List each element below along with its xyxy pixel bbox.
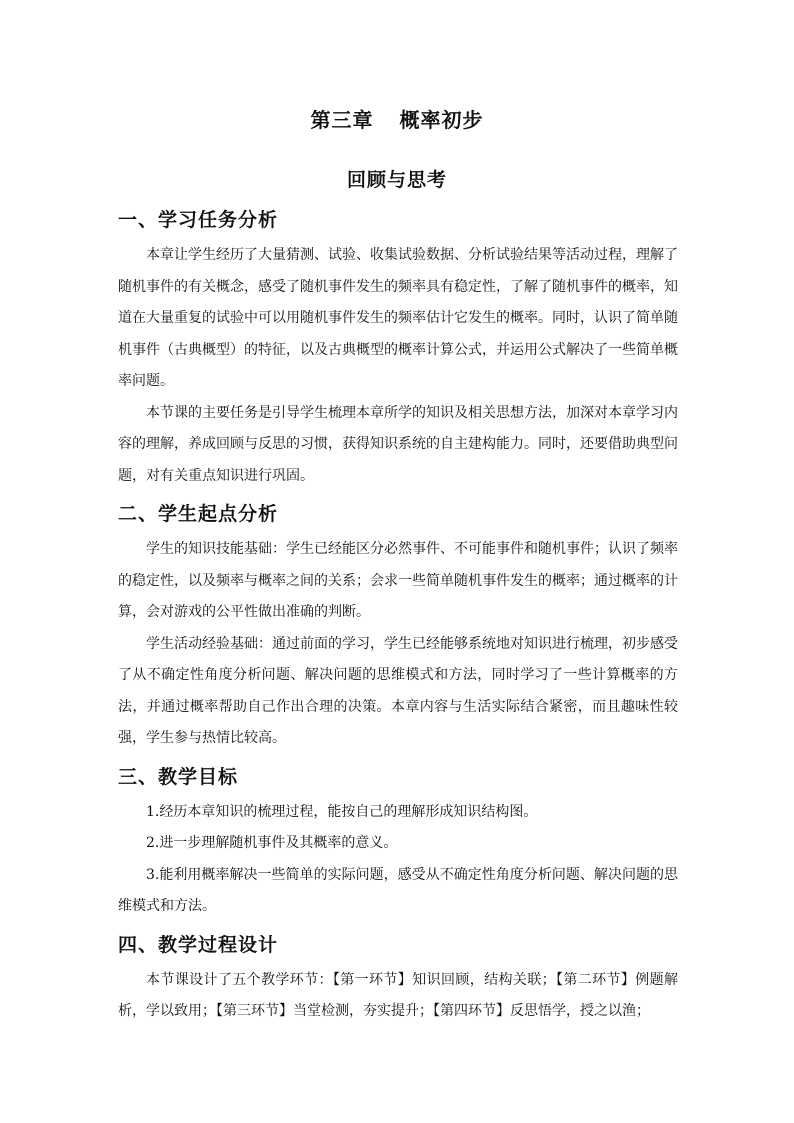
paragraph: 本节课设计了五个教学环节：【第一环节】知识回顾，结构关联；【第二环节】例题解析，学以致用；【第三环节】当堂检测，夯实提升；【第四环节】反思悟学，授之以渔； — [118, 971, 678, 1019]
chapter-number: 第三章 — [310, 108, 374, 132]
paragraph: 本章让学生经历了大量猜测、试验、收集试验数据、分析试验结果等活动过程，理解了随机事件的有关概念，感受了随机事件发生的频率具有稳定性，了解了随机事件的概率，知道在大量重复的试验中可以用随机事件发生的频率估计它发生的概率。同时，认识了简单随机事件（古典概型）的特征，以及古典概型的概率计算公式，并运用公式解决了一些简单概率问题。 — [118, 247, 678, 389]
lesson-title: 回顾与思考 — [346, 169, 447, 191]
goal-item: 1.经历本章知识的梳理过程，能按自己的理解形成知识结构图。 — [146, 803, 538, 820]
paragraph: 学生的知识技能基础：学生已经能区分必然事件、不可能事件和随机事件；认识了频率的稳定性，以及频率与概率之间的关系；会求一些简单随机事件发生的概率；通过概率的计算，会对游戏的公平性做出准确的判断。 — [118, 541, 678, 620]
document-body — [118, 206, 678, 1028]
paragraph: 学生活动经验基础：通过前面的学习，学生已经能够系统地对知识进行梳理，初步感受了从不确定性角度分析问题、解决问题的思维模式和方法，同时学习了一些计算概率的方法，并通过概率帮助自己作出合理的决策。本章内容与生活实际结合紧密，而且趣味性较强，学生参与热情比较高。 — [118, 635, 678, 746]
chapter-name: 概率初步 — [399, 108, 484, 132]
paragraph: 本节课的主要任务是引导学生梳理本章所学的知识及相关思想方法，加深对本章学习内容的理解，养成回顾与反思的习惯，获得知识系统的自主建构能力。同时，还要借助典型问题，对有关重点知识进行巩固。 — [118, 404, 678, 484]
section-heading-teaching-process: 四、教学过程设计 — [118, 933, 279, 956]
goal-item: 3.能利用概率解决一些简单的实际问题，感受从不确定性角度分析问题、解决问题的思维模式和方法。 — [118, 866, 678, 914]
section-heading-task-analysis: 一、学习任务分析 — [118, 209, 279, 231]
section-heading-teaching-goals: 三、教学目标 — [118, 765, 239, 788]
section-heading-student-starting-point: 二、学生起点分析 — [118, 503, 279, 525]
goal-item: 2.进一步理解随机事件及其概率的意义。 — [146, 835, 398, 851]
chapter-title — [0, 104, 794, 133]
